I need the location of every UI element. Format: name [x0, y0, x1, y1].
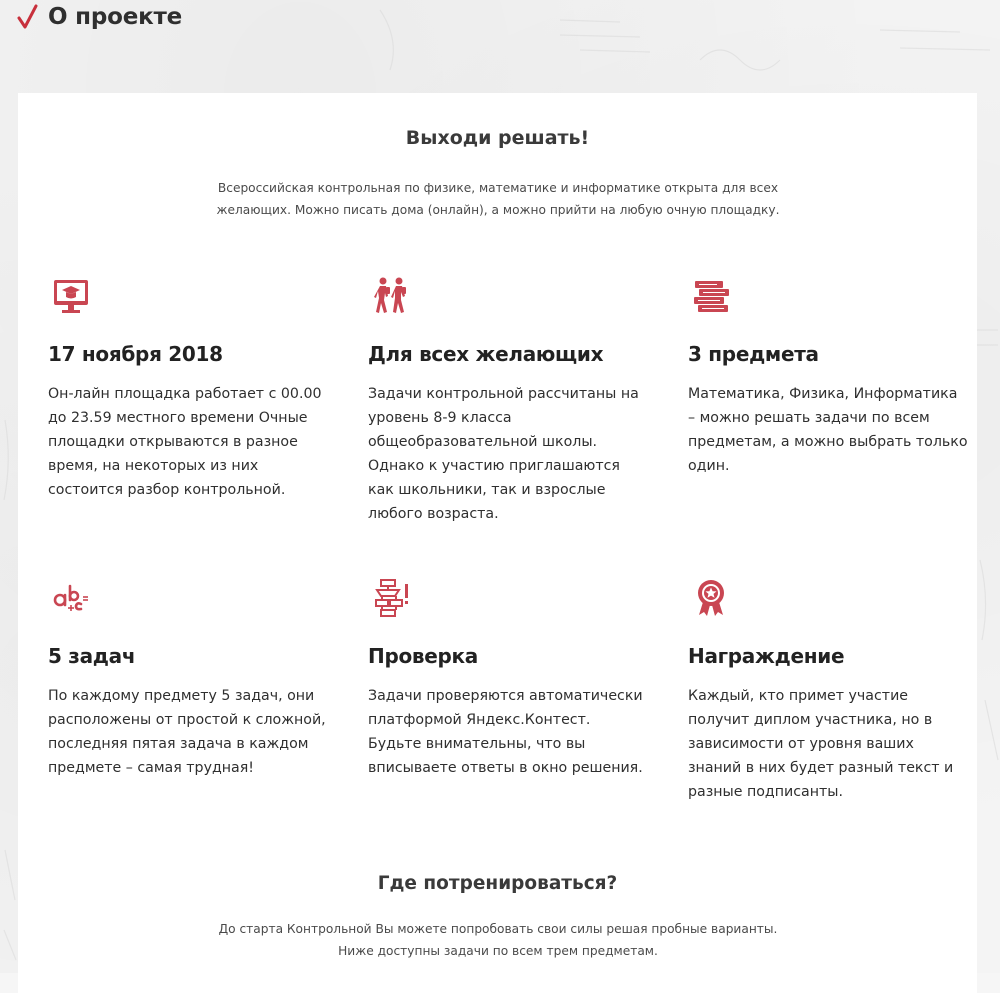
- feature-title: Для всех желающих: [368, 342, 604, 366]
- about-card: [18, 93, 977, 993]
- flowchart-check-icon: [371, 578, 411, 618]
- page-title: О проекте: [48, 4, 183, 30]
- award-medal-icon: [691, 578, 731, 618]
- training-text-line: До старта Контрольной Вы можете попробовать свои силы решая пробные варианты.: [218, 922, 778, 936]
- feature-text: Задачи контрольной рассчитаны на уровень 8-9 класса общеобразовательной школы. Однако к участию приглашаются как школьники, так и взрослые любого возраста.: [368, 386, 639, 522]
- checkmark-icon: [17, 3, 39, 31]
- feature-text: Каждый, кто примет участие получит диплом участника, но в зависимости от уровня ваших знаний в них будет разный текст и разные подписанты.: [688, 688, 954, 800]
- monitor-graduation-cap-icon: [51, 276, 91, 316]
- feature-text: По каждому предмету 5 задач, они расположены от простой к сложной, последняя пятая задача в каждом предмете – самая трудная!: [48, 688, 326, 776]
- formula-abc-icon: [51, 578, 91, 618]
- feature-date: [48, 276, 338, 536]
- feature-check: [368, 578, 658, 838]
- feature-award: [688, 578, 978, 838]
- walking-students-icon: [371, 276, 411, 316]
- feature-title: Проверка: [368, 644, 479, 668]
- feature-text: Задачи проверяются автоматически платформой Яндекс.Контест. Будьте внимательны, что вы вписываете ответы в окно решения.: [368, 688, 643, 776]
- training-text: [178, 918, 818, 962]
- feature-text: Он-лайн площадка работает с 00.00 до 23.59 местного времени Очные площадки открываются в разное время, на некоторых из них состоится разбор контрольной.: [48, 386, 322, 498]
- feature-subjects: [688, 276, 978, 536]
- feature-text: Математика, Физика, Информатика – можно решать задачи по всем предметам, а можно выбрать только один.: [688, 386, 968, 474]
- feature-for-everyone: [368, 276, 658, 536]
- feature-title: Награждение: [688, 644, 845, 668]
- training-text-line: Ниже доступны задачи по всем трем предметам.: [338, 944, 658, 958]
- training-title: Где потренироваться?: [377, 873, 618, 894]
- books-stack-icon: [691, 276, 731, 316]
- feature-title: 17 ноября 2018: [48, 342, 223, 366]
- intro-title: Выходи решать!: [405, 127, 590, 149]
- intro-text: Всероссийская контрольная по физике, математике и информатике открыта для всех желающих. Можно писать дома (онлайн), а можно прийти на любую очную площадку.: [216, 181, 780, 217]
- feature-title: 5 задач: [48, 644, 136, 668]
- feature-tasks: [48, 578, 338, 838]
- feature-title: 3 предмета: [688, 342, 819, 366]
